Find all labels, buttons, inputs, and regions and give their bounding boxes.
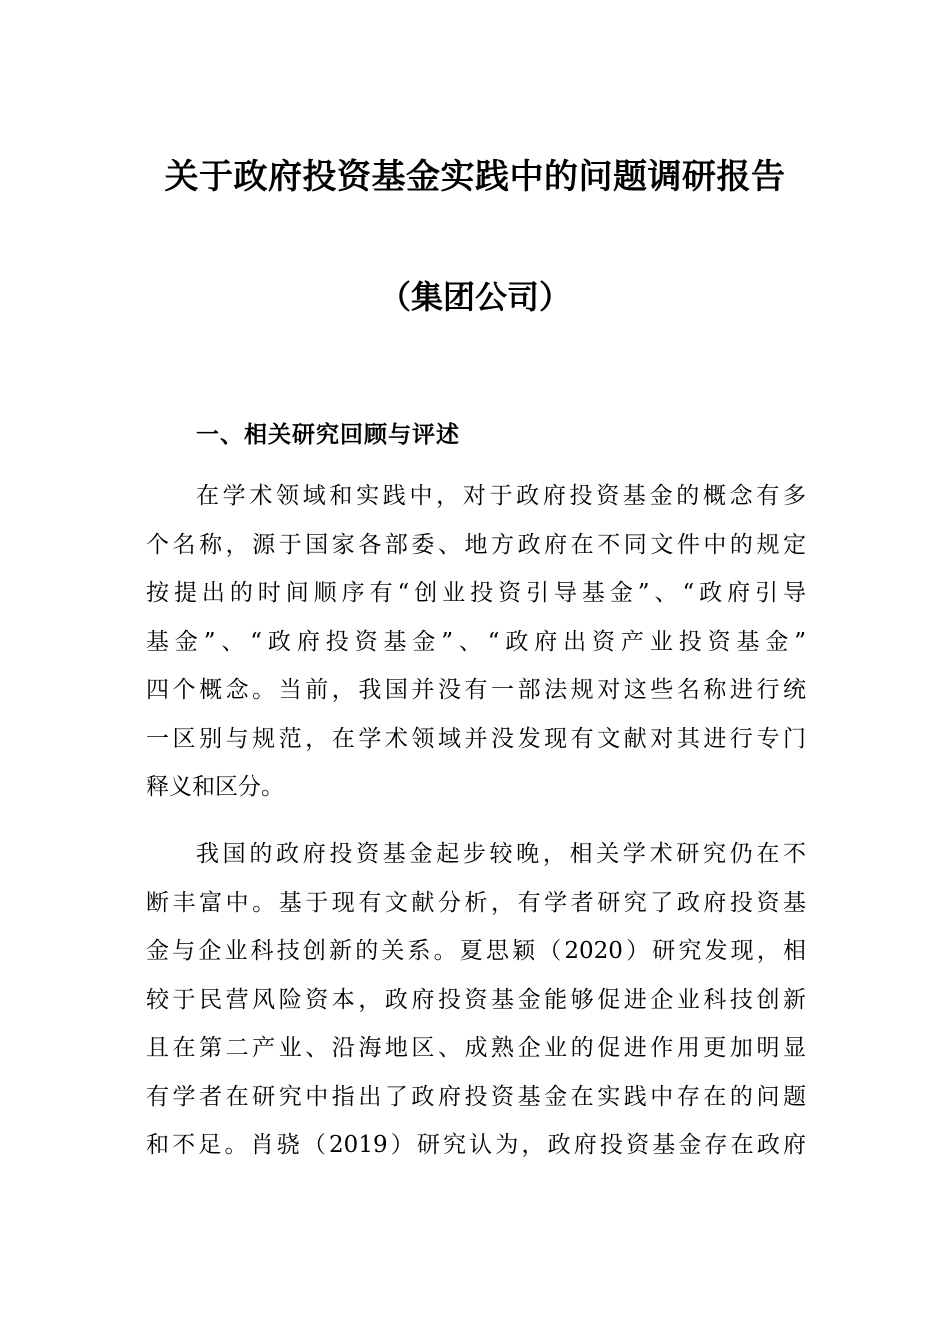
- paragraph-line: 四个概念。当前，我国并没有一部法规对这些名称进行统: [146, 677, 806, 703]
- paragraph-line: 金与企业科技创新的关系。夏思颖（2020）研究发现，相: [146, 938, 806, 964]
- paragraph-line: 我国的政府投资基金起步较晚，相关学术研究仍在不: [196, 841, 806, 867]
- paragraph-line: 和不足。肖骁（2019）研究认为，政府投资基金存在政府: [146, 1132, 806, 1158]
- paragraph-line: 释义和区分。: [146, 774, 284, 800]
- paragraph-line: 且在第二产业、沿海地区、成熟企业的促进作用更加明显: [146, 1035, 806, 1061]
- paragraph-line: 一区别与规范，在学术领域并没发现有文献对其进行专门: [146, 725, 806, 752]
- paragraph-line: 按提出的时间顺序有“创业投资引导基金”、“政府引导: [146, 580, 806, 606]
- document-subtitle: （集团公司）: [378, 278, 571, 316]
- paragraph-2: [146, 830, 806, 1170]
- paragraph-line: 个名称，源于国家各部委、地方政府在不同文件中的规定: [146, 531, 806, 558]
- paragraph-line: 断丰富中。基于现有文献分析，有学者研究了政府投资基: [146, 889, 806, 916]
- document-title: 关于政府投资基金实践中的问题调研报告: [164, 157, 786, 197]
- paragraph-line: 在学术领域和实践中，对于政府投资基金的概念有多: [196, 483, 806, 509]
- paragraph-line: 有学者在研究中指出了政府投资基金在实践中存在的问题: [146, 1083, 806, 1110]
- section-heading: 一、相关研究回顾与评述: [196, 422, 460, 448]
- paragraph-line: 较于民营风险资本，政府投资基金能够促进企业科技创新: [146, 986, 806, 1013]
- paragraph-1: [146, 472, 806, 812]
- paragraph-line: 基金”、“政府投资基金”、“政府出资产业投资基金”: [146, 628, 806, 655]
